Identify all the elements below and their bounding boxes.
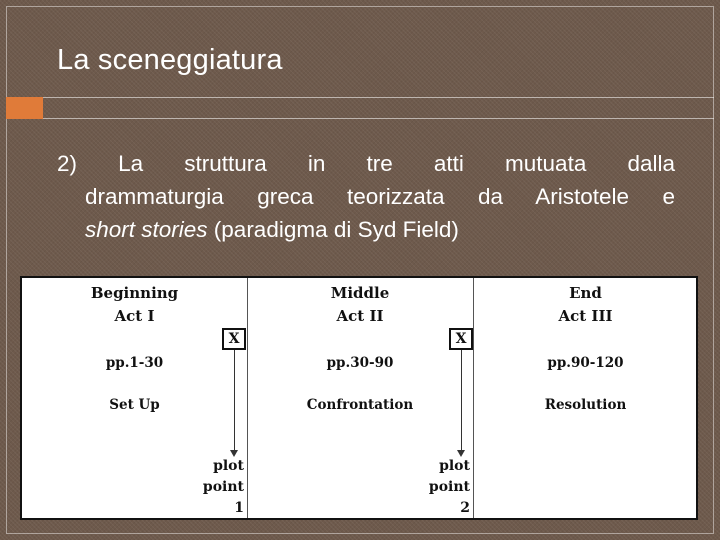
act-stage: Confrontation [306,397,414,413]
plot-point-label [418,456,470,519]
act-number: Act I [114,307,155,325]
plot-point-number: 1 [234,500,244,516]
act-number: Act III [558,307,613,325]
accent-block [6,97,43,119]
point-word: point [202,479,244,495]
act-heading: End [569,284,602,302]
body-line-1: 2) La struttura in tre atti mutuata dalla [57,151,675,176]
act-divider [473,278,474,518]
plot-point-label [192,456,244,519]
three-act-diagram [20,276,698,520]
slide-body [57,147,675,246]
act-pages: pp.30-90 [326,355,394,371]
title-divider [42,97,714,119]
act-stage: Set Up [109,397,160,413]
act-divider [247,278,248,518]
plot-point-marker: X [222,328,246,350]
plot-point-number: 2 [460,500,470,516]
act-heading: Beginning [90,284,179,302]
plot-word: plot [213,458,244,474]
plot-point-marker: X [449,328,473,350]
body-italic-text: short stories [85,217,208,242]
act-stage: Resolution [544,397,627,413]
plot-point-arrow [234,350,235,452]
body-line-3-rest: (paradigma di Syd Field) [207,217,459,242]
act-pages: pp.1-30 [105,355,164,371]
act-heading: Middle [330,284,390,302]
act-pages: pp.90-120 [547,355,624,371]
plot-point-arrow [461,350,462,452]
act-number: Act II [336,307,384,325]
point-word: point [428,479,470,495]
plot-word: plot [439,458,470,474]
slide-title: La sceneggiatura [57,44,283,76]
body-line-2: drammaturgia greca teorizzata da Aristotele e [85,184,675,209]
act-column-3 [473,278,698,518]
body-line-3 [57,213,675,246]
